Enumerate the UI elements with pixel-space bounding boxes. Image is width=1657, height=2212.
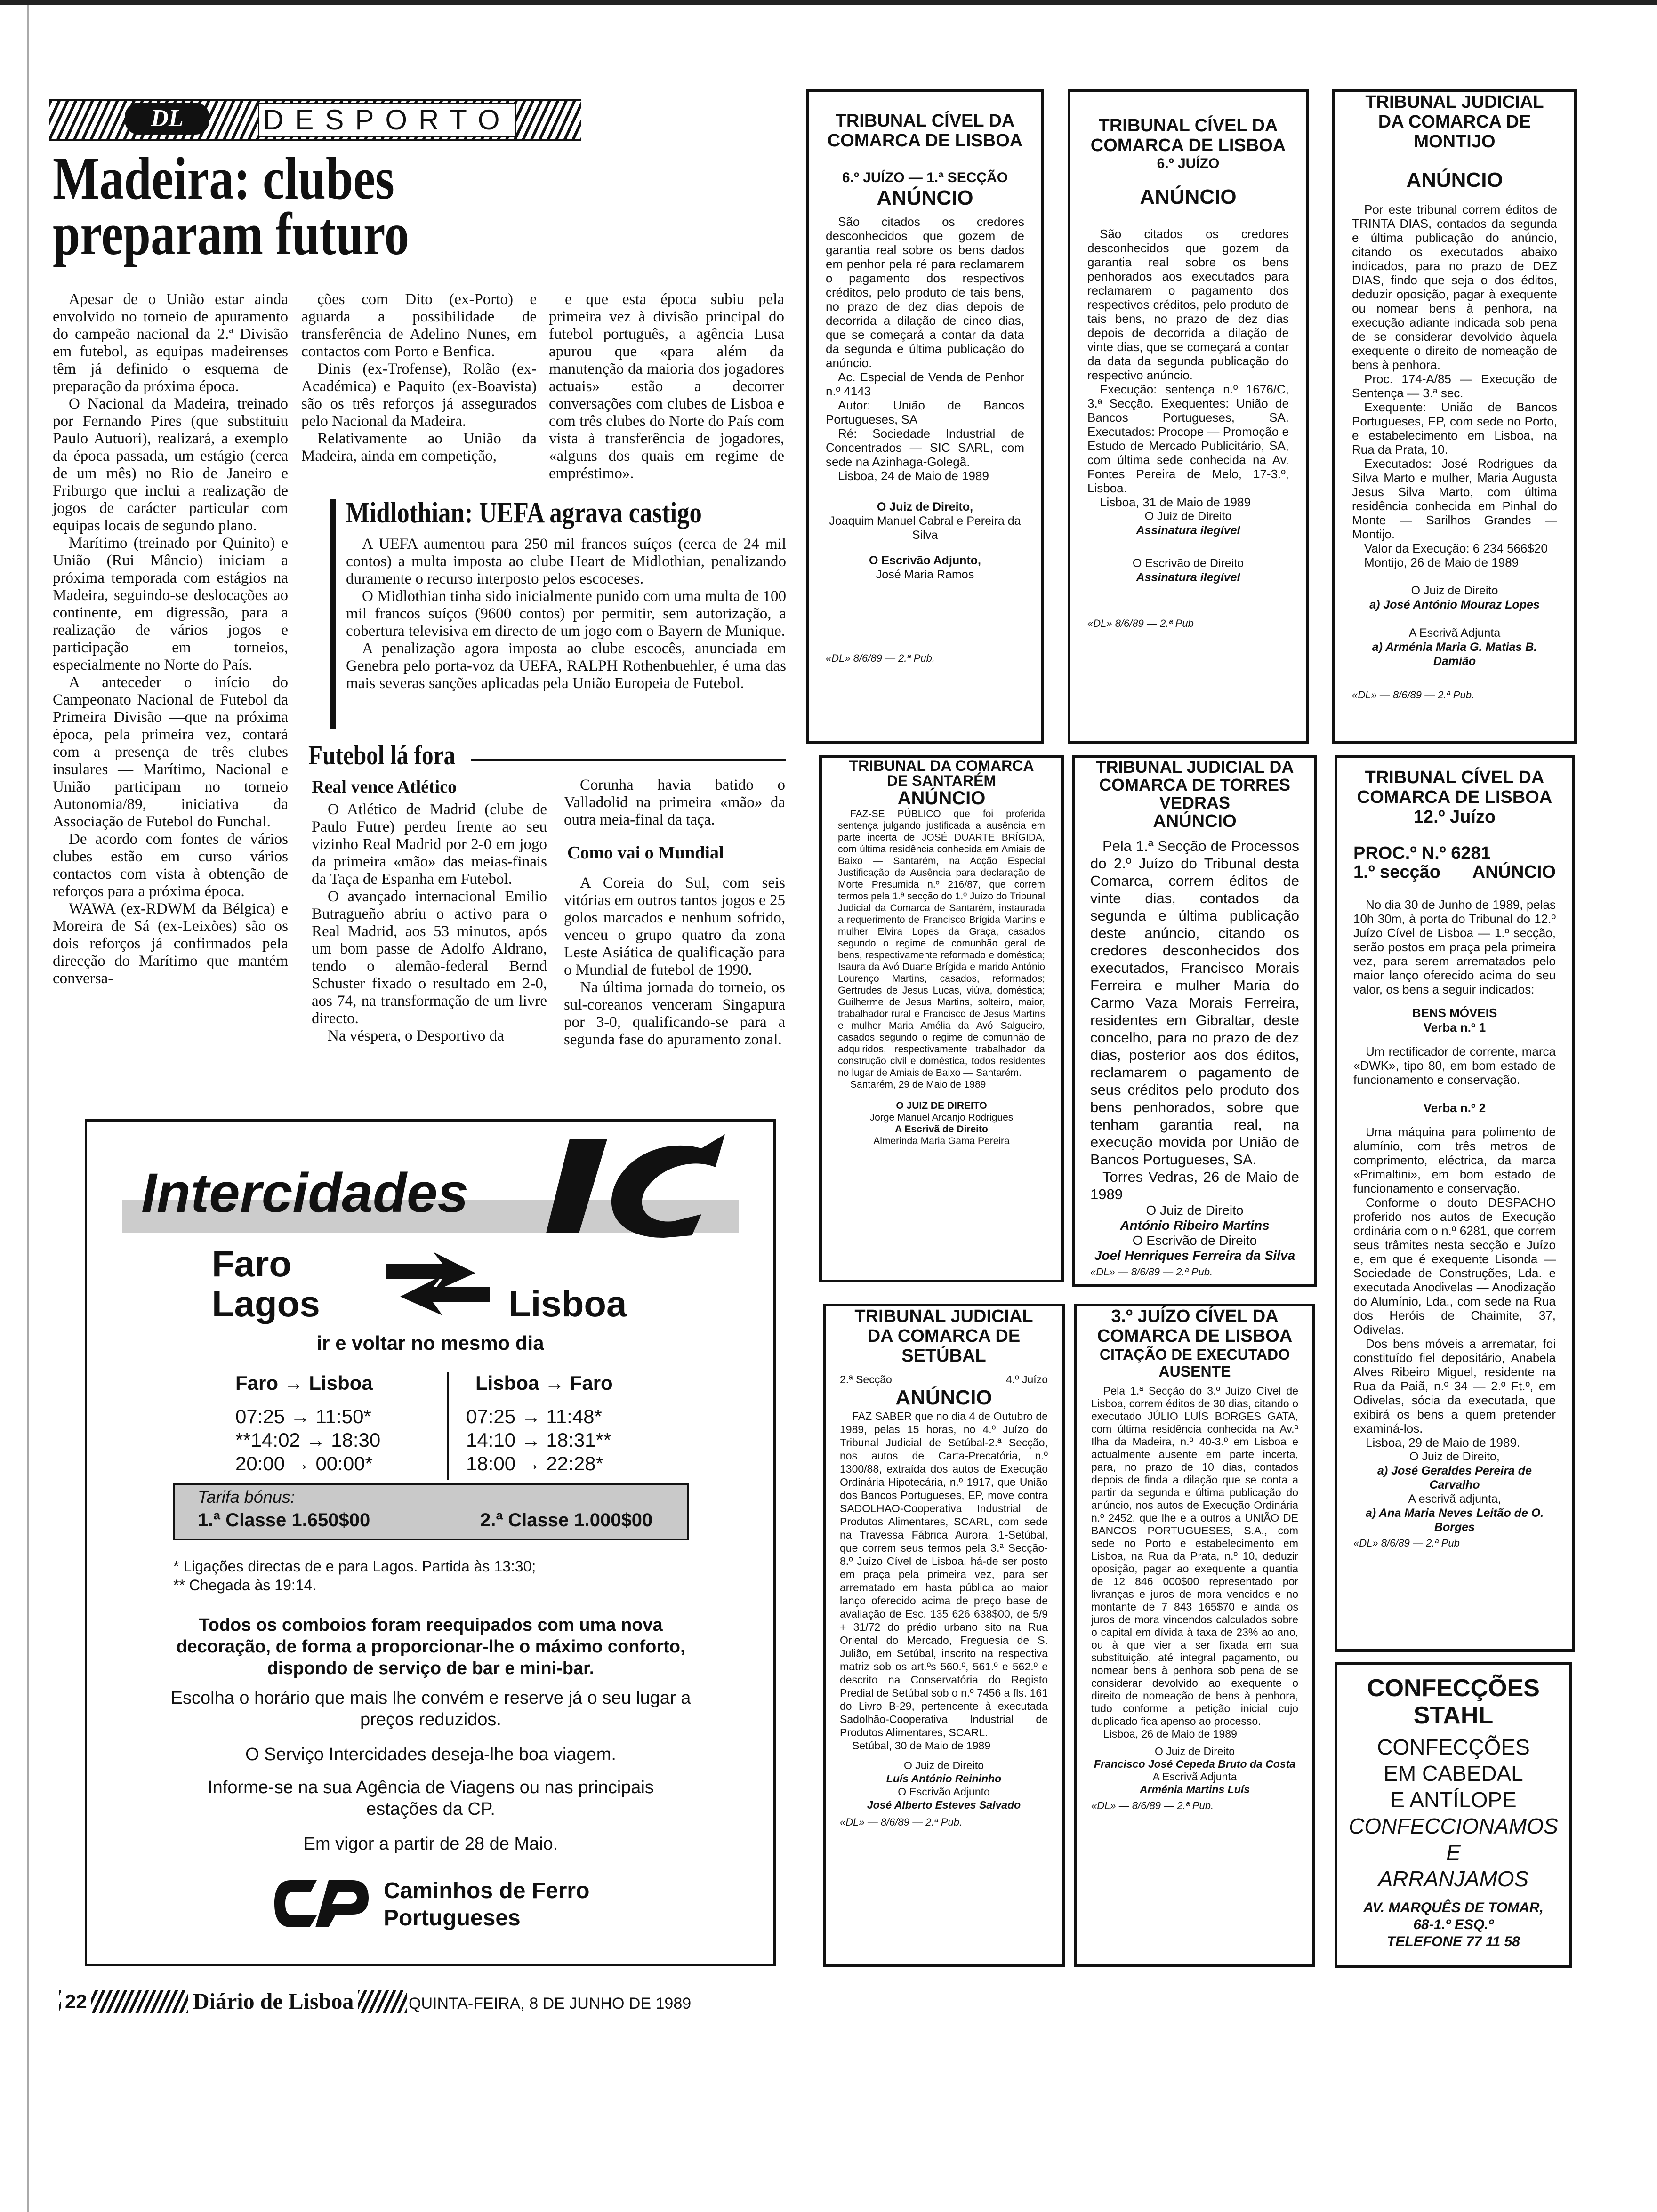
notice-1-sub: 6.º JUÍZO — 1.ª SECÇÃO (842, 170, 1008, 185)
notice-2-sig1: O Juiz de Direito (1144, 510, 1232, 523)
tarifa-label: Tarifa bónus: (198, 1487, 295, 1507)
notice-6-sig2: A escrivã adjunta, (1408, 1492, 1501, 1506)
notice-2-sig1-name: Assinatura ilegível (1136, 524, 1240, 537)
notice-6-sig2-name: a) Ana Maria Neves Leitão de O. Borges (1365, 1507, 1544, 1534)
stahl-phone: TELEFONE 77 11 58 (1387, 1934, 1520, 1949)
timetable-row: 20:00 → 00:00* (235, 1452, 373, 1475)
notice-paragraph: FAZ-SE PÚBLICO que foi proferida sentença julgando justificada a ausência em parte incerta de JOSÉ DUARTE BRÍGIDA, com última residência conhecida em Amiais de Baixo — Santarém, na Acção Especial Justificação de Ausência para declaração de Morte Presumida n.º 216/87, que correm termos pela 1.ª secção do 1.º Juízo do Tribunal Judicial da Comarca de Santarém, instaurada a requerimento de Francisco Brígida Martins e mulher Elvira Lopes da Graça, casados segundo o regime de comunhão geral de bens, respectivamente reformado e doméstica; Isaura da Avó Duarte Brígida e marido António Lourenço Martins, casados, reformados; Gertrudes de Jesus Lucas, viúva, doméstica; Guilherme de Jesus Martins, solteiro, maior, trabalhador rural e Francisco de Jesus Martins e mulher Maria Amélia da Avó Salgueiro, casados segundo o regime de comunhão de adquiridos, respectivamente trabalhador da construção civil e doméstica, todos residentes no lugar de Amiais de Baixo — Santarém. (838, 809, 1045, 1078)
timetable-row: 18:00 → 22:28* (466, 1452, 603, 1475)
notice-4 (819, 755, 1064, 1282)
notice-paragraph: Setúbal, 30 de Maio de 1989 (852, 1739, 991, 1752)
timetable-row: **14:02 → 18:30 (235, 1429, 381, 1451)
notice-2-body (1087, 227, 1289, 509)
notice-6-proc: PROC.º N.º 6281 (1353, 843, 1491, 863)
notice-paragraph: Uma máquina para polimento de alumínio, com três metros de comprimento, eléctrica, da marca «Primaltini», em bom estado de funcionamento e conservação. (1353, 1125, 1556, 1195)
notice-7 (823, 1304, 1065, 1967)
notice-8-sig1: O Juiz de Direito (1154, 1745, 1235, 1757)
notice-4-body (838, 808, 1045, 1090)
notice-4-sig1: O JUIZ DE DIREITO (896, 1100, 987, 1111)
footer-page-number: 22 (61, 1990, 91, 2013)
notice-6-verba2-text (1353, 1125, 1556, 1450)
cp-ad-p4: Informe-se na sua Agência de Viagens ou nas principais estações da CP. (208, 1778, 654, 1819)
notice-6-sub: 12.º Juízo (1413, 807, 1496, 827)
article2-body (346, 536, 786, 692)
notice-9-stahl (1335, 1662, 1572, 1968)
notice-3-body (1352, 202, 1557, 569)
notice-8-sig1-name: Francisco José Cepeda Bruto da Costa (1094, 1758, 1296, 1770)
notice-paragraph: São citados os credores desconhecidos que gozem da garantia real sobre os bens penhorados aos executados para reclamarem o pagamento dos respectivos créditos, pelo produto de tais bens, no prazo de dez dias depois de decorrida a dilação de vinte dias, que se começará a contar da data da segunda publicação do respectivo anúncio. (1087, 227, 1289, 382)
notice-2-sub: 6.º JUÍZO (1157, 156, 1220, 171)
cp-ad-col1-head: Faro → Lisboa (235, 1372, 373, 1394)
notice-4-sig2-name: Almerinda Maria Gama Pereira (873, 1136, 1010, 1146)
notice-paragraph: Torres Vedras, 26 de Maio de 1989 (1090, 1169, 1299, 1202)
notice-paragraph: Pela 1.ª Secção de Processos do 2.º Juízo do Tribunal desta Comarca, correm éditos de vinte dias, contados da segunda e última publicação deste anúncio, citando os credores desconhecidos dos executados, Francisco Morais Ferreira e mulher Maria do Carmo Vaza Morais Ferreira, residentes em Gibraltar, deste concelho, para no prazo de dez dias, posterior aos dos éditos, reclamarem o pagamento de seus créditos pelo produto dos bens penhorados, sobre que tenham garantia real, na execução movida por União de Bancos Portugueses, SA. (1090, 838, 1299, 1168)
timetable-row: 14:10 → 18:31** (466, 1429, 611, 1451)
notice-7-sig2-name: José Alberto Esteves Salvado (867, 1799, 1021, 1811)
notice-paragraph: Ac. Especial de Venda de Penhor n.º 4143 (826, 370, 1024, 398)
section-logo: DL (125, 103, 209, 135)
article1-col3 (549, 291, 784, 482)
cp-ad-tagline: ir e voltar no mesmo dia (316, 1332, 544, 1354)
notice-5-pub: «DL» — 8/6/89 — 2.ª Pub. (1090, 1266, 1213, 1278)
notice-4-head: ANÚNCIO (897, 788, 986, 809)
cp-ad-col2-head: Lisboa → Faro (475, 1372, 613, 1394)
cp-ad-p3: O Serviço Intercidades deseja-lhe boa viagem. (245, 1745, 616, 1764)
notice-paragraph: Lisboa, 26 de Maio de 1989 (1103, 1728, 1237, 1740)
article-paragraph: O Nacional da Madeira, treinado por Fernando Pires (que substituiu Paulo Autuori), realizará, a exemplo da época passada, um estágio (cerca de um mês) no Rio de Janeiro e Friburgo que inclui a realização de jogos de carácter particular com equipas locais de segundo plano. (53, 395, 288, 534)
stahl-line6: CONFECCIONAMOS (1349, 1814, 1558, 1838)
tarifa-classe1: 1.ª Classe 1.650$00 (198, 1510, 370, 1531)
article1-headline: Madeira: clubes preparam futuro (53, 145, 410, 267)
cp-company-2: Portugueses (384, 1906, 521, 1931)
notice-6-verba1-text: Um rectificador de corrente, marca «DWK», tipo 80, em bom estado de funcionamento e conservação. (1353, 1044, 1556, 1087)
stahl-line4: EM CABEDAL (1384, 1761, 1523, 1786)
notice-paragraph: Conforme o douto DESPACHO proferido nos autos de Execução ordinária com o n.º 6281, que correm seus trâmites nesta secção e Juízo e, em que é exequente Lisonda — Sociedade de Construções, Lda. e executada Anodivelas — Anodização do Alumínio, Lda., com sede na Rua dos Heróis de Chaimite, 37, Odivelas. (1353, 1195, 1556, 1337)
notice-3 (1332, 89, 1577, 744)
cp-ad-col2-rows (466, 1405, 611, 1475)
notice-7-sig1-name: Luís António Reininho (886, 1772, 1002, 1785)
top-scan-edge (0, 0, 1657, 5)
notice-7-title: TRIBUNAL JUDICIAL DA COMARCA DE SETÚBAL (854, 1306, 1033, 1366)
notice-3-sig2: A Escrivã Adjunta (1408, 626, 1501, 640)
notice-3-head: ANÚNCIO (1406, 168, 1503, 192)
tarifa-classe2: 2.ª Classe 1.000$00 (480, 1510, 653, 1531)
stahl-line5: E ANTÍLOPE (1390, 1787, 1517, 1812)
article-paragraph: A UEFA aumentou para 250 mil francos suíços (cerca de 24 mil contos) a multa imposta ao clube Heart de Midlothian, penalizando duramente o recurso interposto pelos escoceses. (346, 536, 786, 587)
article-paragraph: Na véspera, o Desportivo da (328, 1027, 504, 1044)
notice-1-pub: «DL» 8/6/89 — 2.ª Pub. (826, 652, 935, 664)
stahl-addr2: 68-1.º ESQ.º (1413, 1917, 1494, 1932)
timetable-row: 07:25 → 11:50* (235, 1405, 371, 1427)
cp-ad-p5: Em vigor a partir de 28 de Maio. (303, 1834, 558, 1854)
notice-5-head: ANÚNCIO (1153, 811, 1237, 831)
notice-1-body (826, 215, 1024, 483)
notice-6-bens-head: BENS MÓVEIS (1412, 1006, 1497, 1020)
article3-sub1: Real vence Atlético (312, 777, 457, 797)
notice-7-pub: «DL» — 8/6/89 — 2.ª Pub. (840, 1816, 963, 1828)
cp-logo-icon (272, 1878, 371, 1930)
notice-4-sig1-name: Jorge Manuel Arcanjo Rodrigues (869, 1112, 1014, 1123)
notice-paragraph: Valor da Execução: 6 234 566$20 (1364, 541, 1548, 555)
notice-2-pub: «DL» 8/6/89 — 2.ª Pub (1087, 617, 1194, 629)
notice-7-head: ANÚNCIO (895, 1386, 992, 1409)
article3-col2-top (564, 777, 785, 829)
notice-5-sig1: O Juiz de Direito (1146, 1203, 1244, 1218)
article-paragraph: Dinis (ex-Trofense), Rolão (ex-Académica) e Paquito (ex-Boavista) são os três reforços já assegurados pelo Nacional da Madeira. (301, 361, 537, 430)
article-paragraph: WAWA (ex-RDWM da Bélgica) e Moreira de Sá (ex-Leixões) são os dois reforços já confirmados pela direcção do Marítimo que mantém conversa- (53, 900, 288, 987)
stahl-line2: STAHL (1413, 1702, 1494, 1729)
notice-paragraph: Por este tribunal correm éditos de TRINTA DIAS, contados da segunda e última publicação do anúncio, citando os executados abaixo indicados, para no prazo de DEZ DIAS, findo que seja o dos éditos, deduzir oposição, pagar à exequente ou nomear bens à penhora, na execução adiante indicada sob pena de se considerar devolvido àquela exequente o direito de nomeação de bens à penhora. (1352, 202, 1557, 372)
article-paragraph: Marítimo (treinado por Quinito) e União (Rui Mâncio) iniciam a próxima temporada com estágios na Madeira, seguindo-se deslocações ao continente, em digressão, para a realização de vários jogos e participação em torneios, especialmente no Norte do País. (53, 535, 288, 673)
left-scan-edge (27, 5, 29, 2212)
notice-paragraph: Santarém, 29 de Maio de 1989 (850, 1079, 986, 1090)
article-paragraph: Relativamente ao União da Madeira, ainda em competição, (301, 430, 537, 465)
stahl-addr1: AV. MARQUÊS DE TOMAR, (1363, 1900, 1544, 1915)
notice-7-body (840, 1410, 1048, 1752)
notice-6-sig1-name: a) José Geraldes Pereira de Carvalho (1377, 1464, 1532, 1491)
notice-paragraph: Proc. 174-A/85 — Execução de Sentença — 3.ª sec. (1352, 372, 1557, 400)
notice-2-head: ANÚNCIO (1140, 185, 1237, 208)
notice-8-head: CITAÇÃO DE EXECUTADO AUSENTE (1099, 1346, 1290, 1380)
article-paragraph: A anteceder o início do Campeonato Nacional de Futebol da Primeira Divisão —que na próxima época, pela primeira vez, contará com a presença de três clubes insulares — Marítimo, Nacional e União participam no torneio Autonomia/89, iniciativa da Associação de Futebol do Funchal. (53, 674, 288, 830)
cp-ad-city-left-2: Lagos (212, 1283, 320, 1324)
article1-col1 (53, 291, 288, 987)
notice-3-pub: «DL» — 8/6/89 — 2.ª Pub. (1352, 689, 1475, 701)
notice-7-sec-left: 2.ª Secção (840, 1373, 892, 1386)
notice-paragraph: FAZ SABER que no dia 4 de Outubro de 1989, pelas 15 horas, no 4.º Juízo do Tribunal Judicial de Setúbal-2.ª Secção, nos autos de Carta-Precatória, n.º 1300/88, extraída dos autos de Execução Ordinária Hipotecária, n.º 1917, que União dos Bancos Portugueses, EP, move contra SADOLHAO-Cooperativa Industrial de Produtos Alimentares, SCARL, com sede na Travessa Fábrica Aurora, 1-Setúbal, que correm seus termos pela 3.ª Secção-8.º Juízo Cível de Lisboa, há-de ser posto em praça pela primeira vez, para ser arrematado em hasta pública ao maior lanço oferecido acima de preço base de avaliação de Esc. 135 626 638$00, de 5/9 + 31/72 do prédio urbano sito na Rua Oriental do Mercado, Freguesia de S. Julião, em Setúbal, inscrito na respectiva matriz sob os art.ºs 560.º, 561.º e 562.º e descrito na Conservatória do Registo Predial de Setúbal sob o n.º 7456 a fls. 161 do Livro B-29, pertencente à executada Sadolhão-Cooperativa Industrial de Produtos Alimentares, SCARL. (840, 1410, 1048, 1739)
notice-8-body (1091, 1385, 1298, 1740)
article-paragraph: A Coreia do Sul, com seis vitórias em outros tantos jogos e 25 golos marcados e nenhum sofrido, venceu o grupo quatro da zona Leste Asiática de qualificação para o Mundial de futebol de 1990. (564, 874, 785, 978)
notice-5-sig2: O Escrivão de Direito (1132, 1233, 1257, 1248)
notice-1-head: ANÚNCIO (877, 186, 973, 209)
notice-1-sig2-name: José Maria Ramos (876, 568, 974, 581)
article-paragraph: O Atlético de Madrid (clube de Paulo Futre) perdeu frente ao seu vizinho Real Madrid por 2-0 em jogo da primeira «mão» das meias-finais da Taça de Espanha em Futebol. (312, 801, 547, 888)
cp-ad-note1: * Ligações directas de e para Lagos. Partida às 13:30; (173, 1558, 536, 1575)
article3-rule (471, 759, 786, 761)
notice-5-sig2-name: Joel Henriques Ferreira da Silva (1094, 1248, 1295, 1263)
article2-headline: Midlothian: UEFA agrava castigo (346, 497, 702, 529)
article-paragraph: Corunha havia batido o Valladolid na primeira «mão» da outra meia-final da taça. (564, 777, 785, 828)
notice-paragraph: No dia 30 de Junho de 1989, pelas 10h 30m, à porta do Tribunal do 12.º Juízo Cível de Lisboa — 1.º secção, serão postos em praça pela primeira vez, para serem arrematados pelo maior lanço oferecido acima do seu valor, os bens a seguir indicados: (1353, 898, 1556, 996)
notice-4-title: TRIBUNAL DA COMARCA DE SANTARÉM (849, 757, 1034, 789)
article3-sub2: Como vai o Mundial (567, 843, 724, 863)
article-paragraph: A penalização agora imposta ao clube escocês, anunciada em Genebra pelo porta-voz da UEFA, RALPH Rothenbuehler, é uma das mais severas sanções aplicadas pela União Europeia de Futebol. (346, 640, 786, 692)
notice-5-title: TRIBUNAL JUDICIAL DA COMARCA DE TORRES VEDRAS (1095, 757, 1294, 812)
ic-logo (546, 1130, 725, 1238)
article-paragraph: O Midlothian tinha sido inicialmente punido com uma multa de 100 mil francos suíços (9600 contos) por permitir, sem autorização, a cobertura televisiva em directo de um jogo com o Bayern de Munique. (346, 588, 786, 640)
notice-1-title: TRIBUNAL CÍVEL DA COMARCA DE LISBOA (827, 111, 1023, 151)
cp-ad-col-divider (447, 1372, 449, 1480)
notice-6-sig1: O Juiz de Direito, (1409, 1450, 1500, 1463)
footer-date: QUINTA-FEIRA, 8 DE JUNHO DE 1989 (409, 1995, 692, 2012)
notice-paragraph: Execução: sentença n.º 1676/C, 3.ª Secção. Exequentes: União de Bancos Portugueses, SA. Executados: Procope — Promoção e Estudo de Mercado Publicitário, SA, com última sede conhecida na Av. Fontes Pereira de Melo, 17-3.º, Lisboa. (1087, 382, 1289, 495)
article-paragraph: Apesar de o União estar ainda envolvido no torneio de apuramento do campeão nacional da 2.ª Divisão em futebol, as equipas madeirenses têm já definido o esquema de preparação da próxima época. (53, 291, 288, 395)
article-paragraph: O avançado internacional Emilio Butragueño abriu o activo para o Real Madrid, aos 53 minutos, após um bom passe de Adolfo Aldrano, tendo o alemão-federal Bernd Schuster fixado o resultado em 2-0, aos 74, na transformação de um livre directo. (312, 888, 547, 1027)
cp-ad-note2: ** Chegada às 19:14. (173, 1577, 317, 1594)
cp-ad-p1: Todos os comboios foram reequipados com uma nova decoração, de forma a proporcionar-lhe o máximo conforto, dispondo de serviço de bar e mini-bar. (176, 1615, 685, 1678)
notice-paragraph: Exequente: União de Bancos Portugueses, EP, com sede no Porto, e estabelecimento em Lisboa, na Rua da Prata, 10. (1352, 400, 1557, 457)
notice-7-sig2: O Escrivão Adjunto (898, 1786, 990, 1798)
notice-paragraph: Pela 1.ª Secção do 3.º Juízo Cível de Lisboa, correm éditos de 30 dias, citando o executado JÚLIO LUÍS BORGES GATA, com última residência conhecida na Av.ª Ilha da Madeira, n.º 40-3.º em Lisboa e actualmente ausente em parte incerta, para, no prazo de 10 dias, contados depois de finda a dilação que se conta a partir da segunda e última publicação do anúncio, nos autos de Execução Ordinária n.º 2452, que lhe e a outros a UNIÃO DE BANCOS PORTUGUESES, S.A., com sede no Porto e estabelecimento em Lisboa, na Rua da Prata, n.º 10, deduzir oposição, pagar ao exequente a quantia de 12 846 000$00 representado por livranças e juros de mora vencidos e no montante de 7 843 165$70 e ainda os juros de mora vincendos calculados sobre o capital em dívida à taxa de 23% ao ano, ou à que vier a ser fixada em sua substituição, até integral pagamento, ou nomear bens à penhora sob pena de se considerar devolvido ao exequente o direito de nomeação de bens à penhora, tudo conforme a petição inicial cujo duplicado fica apenso ao processo. (1091, 1385, 1298, 1727)
notice-paragraph: Lisboa, 29 de Maio de 1989. (1366, 1435, 1520, 1450)
notice-8 (1074, 1304, 1315, 1967)
stahl-line1: CONFECÇÕES (1367, 1675, 1540, 1702)
cp-ad-brand: Intercidades (141, 1162, 469, 1224)
notice-2 (1068, 89, 1309, 744)
notice-paragraph: Autor: União de Bancos Portugueses, SA (826, 398, 1024, 426)
notice-6-head: ANÚNCIO (1472, 862, 1556, 882)
notice-7-sec-right: 4.º Juízo (1006, 1373, 1048, 1386)
article3-headline: Futebol lá fora (308, 740, 456, 770)
notice-5-sig1-name: António Ribeiro Martins (1120, 1218, 1270, 1233)
article1-col2 (301, 291, 537, 465)
notice-2-sig2-name: Assinatura ilegível (1136, 571, 1240, 584)
notice-6-title: TRIBUNAL CÍVEL DA COMARCA DE LISBOA (1357, 768, 1552, 807)
article-paragraph: Na última jornada do torneio, os sul-coreanos venceram Singapura por 3-0, qualificando-se para a segunda fase do apuramento zonal. (564, 979, 785, 1048)
article-paragraph: e que esta época subiu pela primeira vez à divisão principal do futebol português, a agência Lusa apurou que «para além da manutenção da maioria dos jogadores actuais» estão a decorrer conversações com clubes de Lisboa e com três clubes do Norte do País com vista à transferência de jogadores, «alguns dos quais em regime de empréstimo». (549, 291, 784, 482)
notice-3-title: TRIBUNAL JUDICIAL DA COMARCA DE MONTIJO (1365, 92, 1544, 152)
notice-5 (1072, 755, 1317, 1287)
notice-3-sig1: O Juiz de Direito (1411, 584, 1498, 597)
notice-2-title: TRIBUNAL CÍVEL DA COMARCA DE LISBOA (1090, 116, 1286, 155)
notice-8-pub: «DL» — 8/6/89 — 2.ª Pub. (1091, 1800, 1214, 1811)
stahl-line3: CONFECÇÕES (1377, 1735, 1530, 1759)
article3-col1 (312, 801, 547, 1045)
notice-6-sec: 1.º secção (1353, 862, 1441, 882)
footer-paper-name: Diário de Lisboa (188, 1990, 358, 2013)
notice-2-sig2: O Escrivão de Direito (1132, 557, 1244, 570)
notice-paragraph: Lisboa, 31 de Maio de 1989 (1100, 495, 1251, 509)
notice-8-sig2: A Escrivã Adjunta (1152, 1771, 1237, 1783)
notice-paragraph: Dos bens móveis a arrematar, foi constituído fiel depositário, Anabela Alves Ribeiro Miguel, residente na Rua da Paiã, n.º 34 — 2.º Ft.º, em Odivelas, sócia da executada, que exibirá os bens a quem pretender examiná-los. (1353, 1337, 1556, 1435)
notice-3-sig1-name: a) José António Mouraz Lopes (1369, 598, 1540, 611)
stahl-line7: E (1446, 1840, 1461, 1865)
route-arrows-icon (386, 1250, 490, 1315)
notice-3-sig2-name: a) Arménia Maria G. Matias B. Damião (1372, 641, 1537, 668)
notice-paragraph: Lisboa, 24 de Maio de 1989 (838, 469, 989, 483)
notice-1 (806, 89, 1044, 744)
timetable-row: 07:25 → 11:48* (466, 1405, 602, 1427)
notice-1-sig2: O Escrivão Adjunto, (869, 554, 981, 567)
article-paragraph: De acordo com fontes de vários clubes estão em curso vários contactos com vista à obtenção de reforços para a próxima época. (53, 831, 288, 900)
cp-ad-p2: Escolha o horário que mais lhe convém e reserve já o seu lugar a preços reduzidos. (170, 1688, 691, 1730)
notice-8-title: 3.º JUÍZO CÍVEL DA COMARCA DE LISBOA (1097, 1306, 1293, 1346)
notice-6-verba2: Verba n.º 2 (1423, 1101, 1486, 1115)
stahl-line8: ARRANJAMOS (1378, 1867, 1529, 1891)
notice-paragraph: Executados: José Rodrigues da Silva Marto e mulher, Maria Augusta Jesus Silva Marto, com última residência conhecida em Pinhal do Monte — Sarilhos Grandes — Montijo. (1352, 457, 1557, 541)
section-title: DESPORTO (258, 103, 516, 137)
article-paragraph: ções com Dito (ex-Porto) e aguarda a possibilidade de transferência de Adelino Nunes, em contactos com Porto e Benfica. (301, 291, 537, 360)
notice-paragraph: São citados os credores desconhecidos que gozem de garantia real sobre os bens dados em penhor pela ré para reclamarem o pagamento dos respectivos créditos, pelo produto de tais bens, no prazo de dez dias depois de decorrida a dilação de cinco dias, que se começará a contar da data da segunda e última publicação do anúncio. (826, 215, 1024, 370)
notice-6 (1335, 755, 1575, 1652)
article2-rule (330, 499, 336, 729)
notice-6-body (1353, 898, 1556, 996)
notice-8-sig2-name: Arménia Martins Luís (1140, 1783, 1250, 1795)
notice-paragraph: Ré: Sociedade Industrial de Concentrados — SIC SARL, com sede na Azinhaga-Golegã. (826, 426, 1024, 469)
notice-6-pub: «DL» 8/6/89 — 2.ª Pub (1353, 1537, 1460, 1549)
article3-col2 (564, 874, 785, 1049)
cp-ad-city-right: Lisboa (508, 1283, 627, 1324)
cp-ad-col1-rows (235, 1405, 380, 1475)
notice-5-body (1090, 837, 1299, 1203)
cp-company-1: Caminhos de Ferro (384, 1878, 590, 1903)
notice-1-sig1: O Juiz de Direito, (877, 500, 973, 513)
notice-paragraph: Montijo, 26 de Maio de 1989 (1364, 555, 1519, 569)
notice-4-sig2: A Escrivã de Direito (895, 1124, 988, 1135)
notice-1-sig1-name: Joaquim Manuel Cabral e Pereira da Silva (829, 514, 1021, 542)
notice-6-verba1: Verba n.º 1 (1423, 1020, 1486, 1034)
notice-7-sig1: O Juiz de Direito (903, 1759, 984, 1771)
cp-ad-city-left-1: Faro (212, 1243, 292, 1284)
